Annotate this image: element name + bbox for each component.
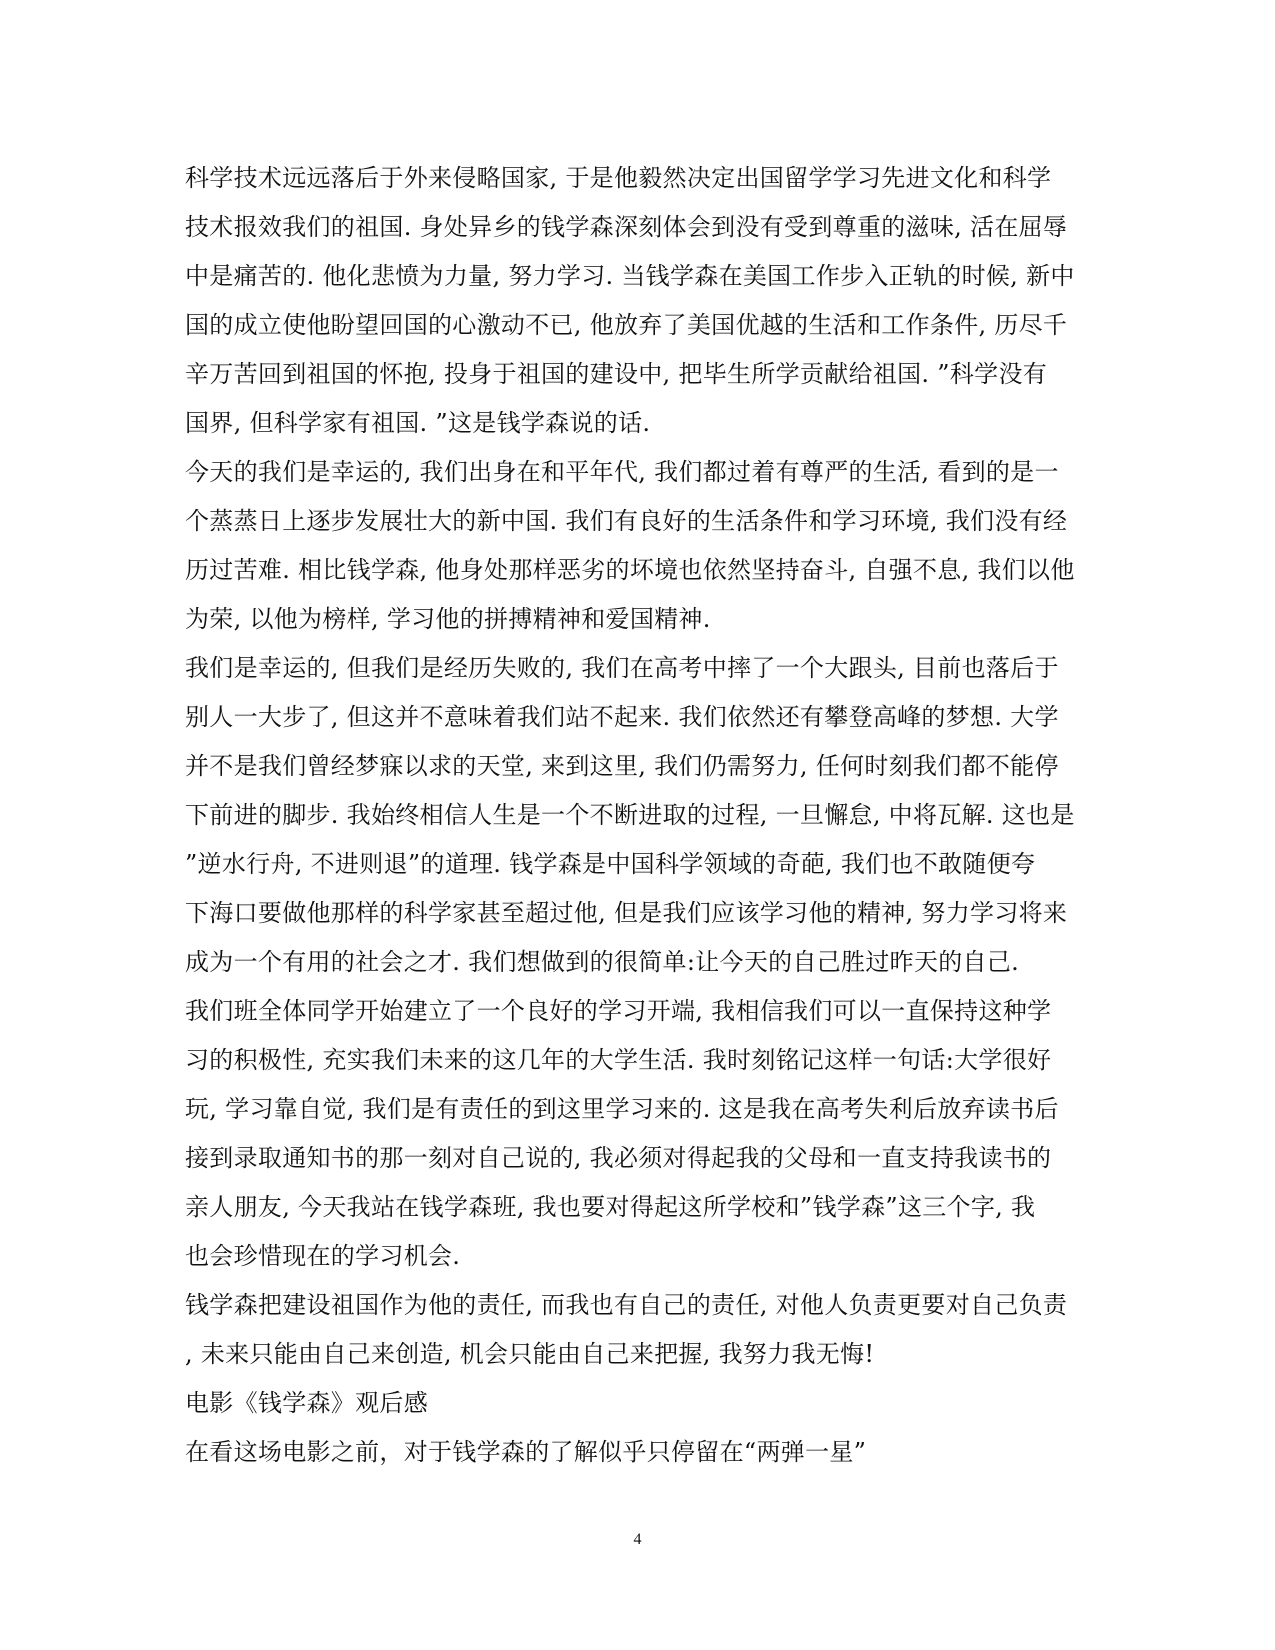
text-line: ”逆水行舟, 不进则退”的道理. 钱学森是中国科学领域的奇葩, 我们也不敢随便夸 [185,850,1036,878]
text-line: 亲人朋友, 今天我站在钱学森班, 我也要对得起这所学校和”钱学森”这三个字, 我 [185,1193,1036,1221]
text-line: 今天的我们是幸运的, 我们出身在和平年代, 我们都过着有尊严的生活, 看到的是一 [185,458,1059,486]
text-line: 个蒸蒸日上逐步发展壮大的新中国. 我们有良好的生活条件和学习环境, 我们没有经 [185,507,1068,535]
text-line: 成为一个有用的社会之才. 我们想做到的很简单:让今天的自己胜过昨天的自己. [185,948,1020,976]
text-line: 为荣, 以他为榜样, 学习他的拼搏精神和爱国精神. [185,605,711,633]
text-line: 玩, 学习靠自觉, 我们是有责任的到这里学习来的. 这是我在高考失利后放弃读书后 [185,1095,1059,1123]
text-line: 下前进的脚步. 我始终相信人生是一个不断进取的过程, 一旦懈怠, 中将瓦解. 这也是 [185,801,1075,829]
text-line: 别人一大步了, 但这并不意味着我们站不起来. 我们依然还有攀登高峰的梦想. 大学 [185,703,1059,731]
text-line: 国界, 但科学家有祖国. ”这是钱学森说的话. [185,409,651,437]
text-line: 我们班全体同学开始建立了一个良好的学习开端, 我相信我们可以一直保持这种学 [185,997,1052,1025]
text-line: 并不是我们曾经梦寐以求的天堂, 来到这里, 我们仍需努力, 任何时刻我们都不能停 [185,752,1059,780]
text-line: 科学技术远远落后于外来侵略国家, 于是他毅然决定出国留学学习先进文化和科学 [185,164,1052,192]
text-line: 技术报效我们的祖国. 身处异乡的钱学森深刻体会到没有受到尊重的滋味, 活在屈辱 [185,213,1068,241]
document-body [185,154,1085,1477]
section-title: 电影《钱学森》观后感 [185,1389,428,1417]
text-line: 接到录取通知书的那一刻对自己说的, 我必须对得起我的父母和一直支持我读书的 [185,1144,1052,1172]
text-line: 国的成立使他盼望回国的心激动不已, 他放弃了美国优越的生活和工作条件, 历尽千 [185,311,1068,339]
text-line: 我们是幸运的, 但我们是经历失败的, 我们在高考中摔了一个大跟头, 目前也落后于 [185,654,1059,682]
text-line: 下海口要做他那样的科学家甚至超过他, 但是我们应该学习他的精神, 努力学习将来 [185,899,1068,927]
text-line: 也会珍惜现在的学习机会. [185,1242,461,1270]
text-line: 习的积极性, 充实我们未来的这几年的大学生活. 我时刻铭记这样一句话:大学很好 [185,1046,1052,1074]
text-line: , 未来只能由自己来创造, 机会只能由自己来把握, 我努力我无悔! [185,1340,875,1368]
text-line: 辛万苦回到祖国的怀抱, 投身于祖国的建设中, 把毕生所学贡献给祖国. ”科学没有 [185,360,1048,388]
text-line: 钱学森把建设祖国作为他的责任, 而我也有自己的责任, 对他人负责更要对自己负责 [185,1291,1068,1319]
page-number: 4 [633,1531,642,1548]
text-line: 在看这场电影之前，对于钱学森的了解似乎只停留在“两弹一星” [185,1438,867,1466]
text-line: 历过苦难. 相比钱学森, 他身处那样恶劣的坏境也依然坚持奋斗, 自强不息, 我们以他 [185,556,1075,584]
text-line: 中是痛苦的. 他化悲愤为力量, 努力学习. 当钱学森在美国工作步入正轨的时候, 新中 [185,262,1075,290]
